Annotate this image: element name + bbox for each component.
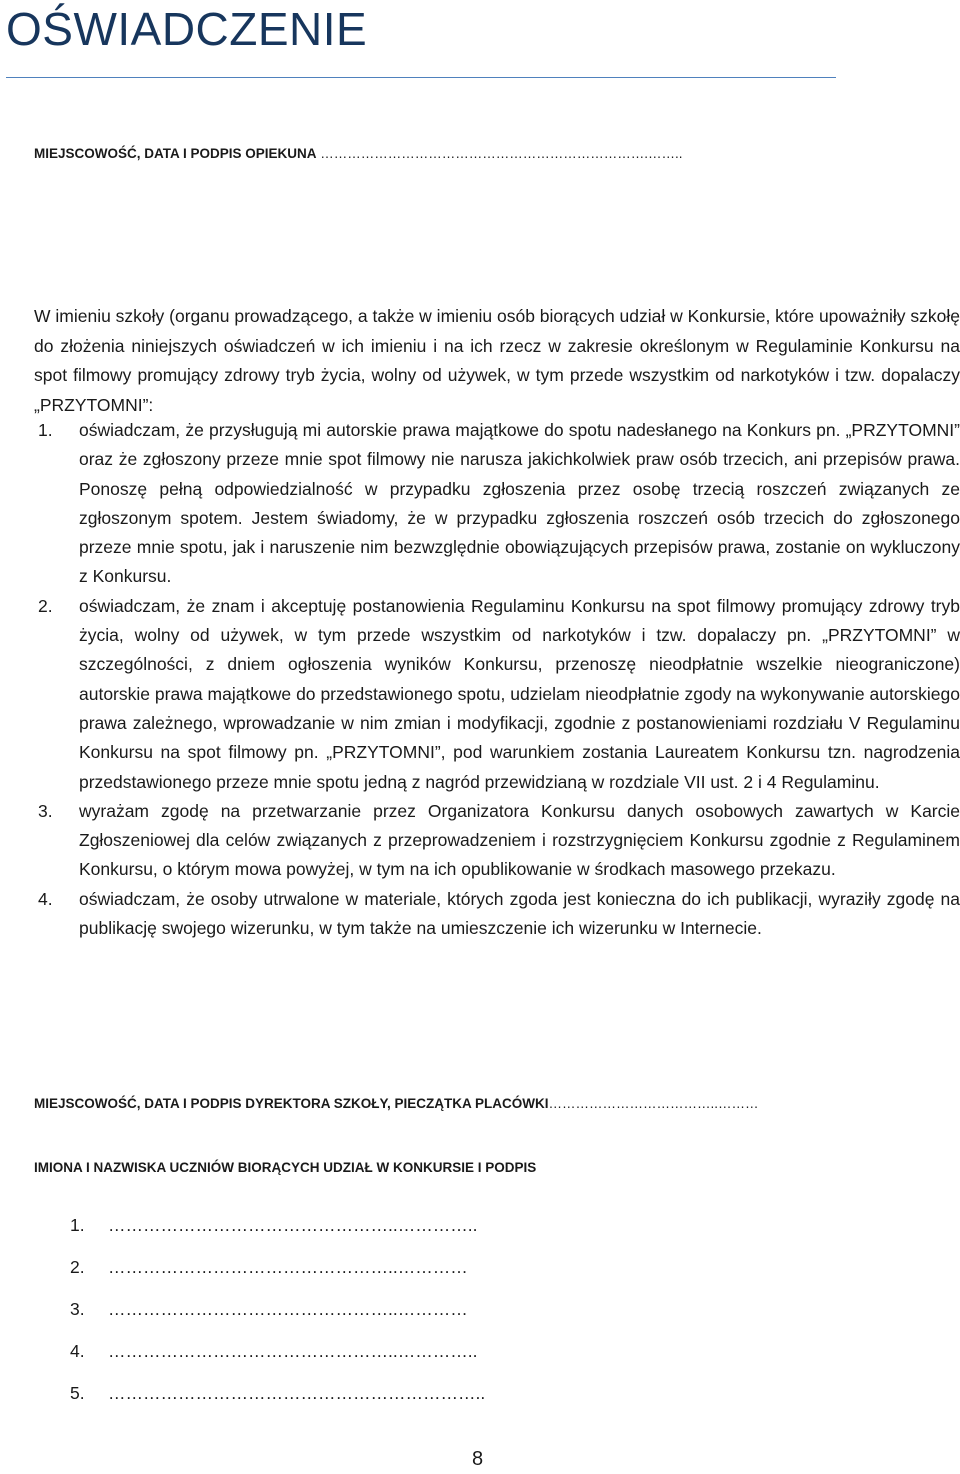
clause-number: 3. xyxy=(38,800,53,821)
clause-item xyxy=(34,885,960,944)
student-dots: …………………………………………..………… xyxy=(108,1257,468,1277)
clause-text: oświadczam, że znam i akceptuję postanowienia Regulaminu Konkursu na spot filmowy promujący zdrowy tryb życia, wolny od używek, w tym przede wszystkim od narkotyków i tzw. dopalaczy pn. „PRZYTOMNI” w szczególności, z dniem ogłoszenia wyników Konkursu, przenoszę nieodpłatnie wszelkie nieograniczone) autorskie prawa majątkowe do przedstawionego spotu, udzielam nieodpłatnie zgody na wykonywanie autorskiego prawa zależnego, wprowadzanie w nim zmian i modyfikacji, zgodnie z postanowieniami rozdziału V Regulaminu Konkursu na spot filmowy pn. „PRZYTOMNI”, pod warunkiem zostania Laureatem Konkursu tzn. nagrodzenia przedstawionego przeze mnie spotu jedną z nagród przewidzianą w rozdziale VII ust. 2 i 4 Regulaminu. xyxy=(79,595,960,792)
student-entry xyxy=(70,1299,485,1341)
clause-number: 2. xyxy=(38,595,53,616)
student-number: 2. xyxy=(70,1257,85,1277)
student-entry xyxy=(70,1257,485,1299)
student-number: 3. xyxy=(70,1299,85,1319)
clause-text: oświadczam, że osoby utrwalone w materiale, których zgoda jest konieczna do ich publikacji, wyraziły zgodę na publikację swojego wizerunku, w tym także na umieszczenie ich wizerunku w Internecie. xyxy=(79,888,960,939)
guardian-signature-label: MIEJSCOWOŚĆ, DATA I PODPIS OPIEKUNA xyxy=(34,146,317,161)
students-heading: IMIONA I NAZWISKA UCZNIÓW BIORĄCYCH UDZIAŁ W KONKURSIE I PODPIS xyxy=(34,1160,537,1175)
clause-item xyxy=(34,797,960,885)
clause-number: 4. xyxy=(38,888,53,909)
student-number: 4. xyxy=(70,1341,85,1361)
guardian-signature-dots: ……………………………………………………………….…….. xyxy=(316,146,683,161)
intro-paragraph: W imieniu szkoły (organu prowadzącego, a także w imieniu osób biorących udział w Konkursie, które upoważniły szkołę do złożenia niniejszych oświadczeń w ich imieniu i na ich rzecz w zakresie określonym w Regulaminie Konkursu na spot filmowy promujący zdrowy tryb życia, wolny od używek, w tym przede wszystkim od narkotyków i tzw. dopalaczy „PRZYTOMNI”: xyxy=(34,306,960,415)
clause-item xyxy=(34,416,960,592)
declaration-clauses xyxy=(34,416,960,943)
clause-text: wyrażam zgodę na przetwarzanie przez Organizatora Konkursu danych osobowych zawartych w Karcie Zgłoszeniowej dla celów związanych z przeprowadzeniem i rozstrzygnięciem Konkursu zgodnie z Regulaminem Konkursu, o którym mowa powyżej, w tym na ich opublikowanie w środkach masowego przekazu. xyxy=(79,800,960,880)
page-number: 8 xyxy=(472,1448,484,1470)
director-signature-line xyxy=(34,1096,759,1111)
student-dots: …………………………………………..………….. xyxy=(108,1341,478,1361)
title-underline xyxy=(6,77,836,78)
student-dots: ……………………………………………………….. xyxy=(108,1383,486,1403)
student-number: 5. xyxy=(70,1383,85,1403)
guardian-signature-line xyxy=(34,146,683,161)
director-signature-label: MIEJSCOWOŚĆ, DATA I PODPIS DYREKTORA SZKOŁY, PIECZĄTKA PLACÓWKI xyxy=(34,1096,549,1111)
clause-number: 1. xyxy=(38,420,53,440)
document-title: OŚWIADCZENIE xyxy=(6,3,368,55)
student-entry xyxy=(70,1383,485,1425)
clause-item xyxy=(34,592,960,797)
students-list xyxy=(70,1215,485,1425)
student-number: 1. xyxy=(70,1215,85,1235)
director-signature-dots: ………………………………..……… xyxy=(548,1096,759,1111)
student-dots: …………………………………………..………….. xyxy=(108,1215,478,1235)
student-entry xyxy=(70,1341,485,1383)
student-entry xyxy=(70,1215,485,1257)
clause-text: oświadczam, że przysługują mi autorskie prawa majątkowe do spotu nadesłanego na Konkurs pn. „PRZYTOMNI” oraz że zgłoszony przeze mnie spot filmowy nie narusza jakichkolwiek praw osób trzecich, ani przepisów prawa. Ponoszę pełną odpowiedzialność w przypadku zgłoszenia przez osobę trzecią roszczeń związanych ze zgłoszonym spotem. Jestem świadomy, że w przypadku zgłoszenia roszczeń osób trzecich do zgłoszonego przeze mnie spotu, jak i naruszenie nim bezwzględnie obowiązujących przepisów prawa, zostanie on wykluczony z Konkursu. xyxy=(79,420,960,587)
student-dots: …………………………………………..………… xyxy=(108,1299,468,1319)
